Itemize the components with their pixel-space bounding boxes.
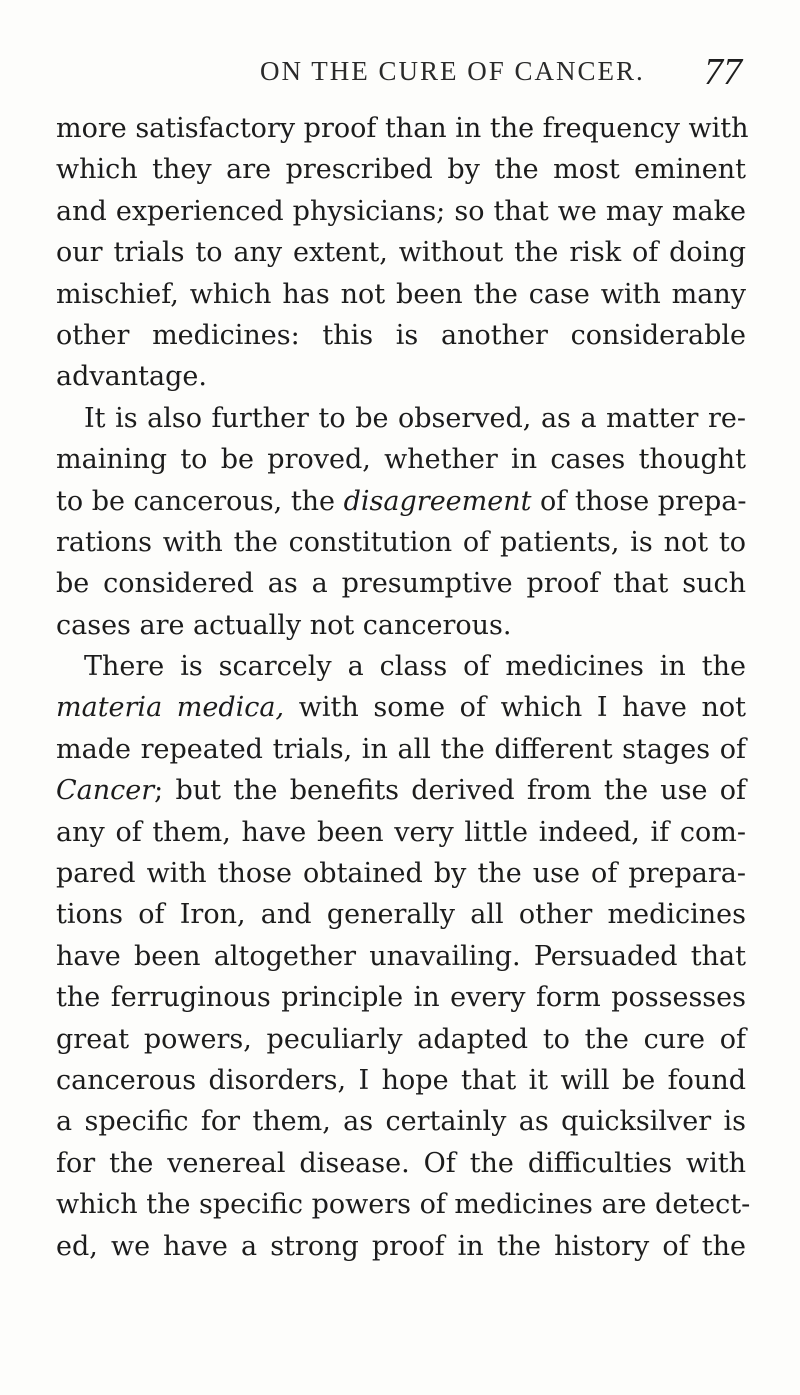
text-line: pared with those obtained by the use of prepara- (56, 858, 746, 890)
italic-term: disagreement (343, 485, 532, 517)
italic-term: materia medica, (56, 692, 285, 724)
text-line: great powers, peculiarly adapted to the cure of (56, 1023, 746, 1055)
text-line: rations with the constitution of patients, is not to (56, 526, 746, 558)
text-line: made repeated trials, in all the different stages of (56, 733, 746, 765)
text-line (56, 687, 746, 728)
text-line: mischief, which has not been the case with many (56, 278, 746, 310)
text-line: which they are prescribed by the most eminent (56, 154, 746, 186)
body-text (56, 108, 751, 1267)
text-run: of those prepa- (531, 485, 747, 517)
running-head: ON THE CURE OF CANCER. (260, 56, 645, 86)
text-line (56, 770, 746, 811)
text-line: ed, we have a strong proof in the history of the (56, 1230, 746, 1262)
text-line: have been altogether unavailing. Persuaded that (56, 940, 746, 972)
text-line: tions of Iron, and generally all other medicines (56, 899, 746, 931)
text-line: a specific for them, as certainly as quicksilver is (56, 1106, 746, 1138)
text-line: which the specific powers of medicines are detect- (56, 1189, 751, 1221)
text-run: ; but the benefits derived from the use of (154, 775, 746, 807)
text-run: to be cancerous, the (56, 485, 344, 517)
text-line: There is scarcely a class of medicines in the (84, 651, 746, 683)
text-line: maining to be proved, whether in cases thought (56, 444, 746, 476)
text-line: and experienced physicians; so that we may make (56, 195, 746, 227)
text-run: with some of which I have not (284, 692, 746, 724)
text-line: It is also further to be observed, as a matter re- (84, 402, 746, 434)
text-line: more satisfactory proof than in the frequency with (56, 113, 749, 144)
text-line: cancerous disorders, I hope that it will be found (56, 1064, 746, 1096)
text-line: any of them, have been very little indeed, if com- (56, 816, 746, 848)
italic-term: Cancer (56, 775, 155, 807)
text-line: the ferruginous principle in every form possesses (56, 982, 746, 1014)
text-line: our trials to any extent, without the risk of doing (56, 237, 746, 269)
text-line: advantage. (56, 361, 207, 393)
text-line: be considered as a presumptive proof that such (56, 568, 746, 600)
text-line: cases are actually not cancerous. (56, 609, 512, 641)
page-number: 77 (704, 51, 742, 93)
text-line: other medicines: this is another considerable (56, 319, 746, 351)
text-line: for the venereal disease. Of the difficulties with (56, 1147, 746, 1179)
text-line (56, 481, 746, 522)
